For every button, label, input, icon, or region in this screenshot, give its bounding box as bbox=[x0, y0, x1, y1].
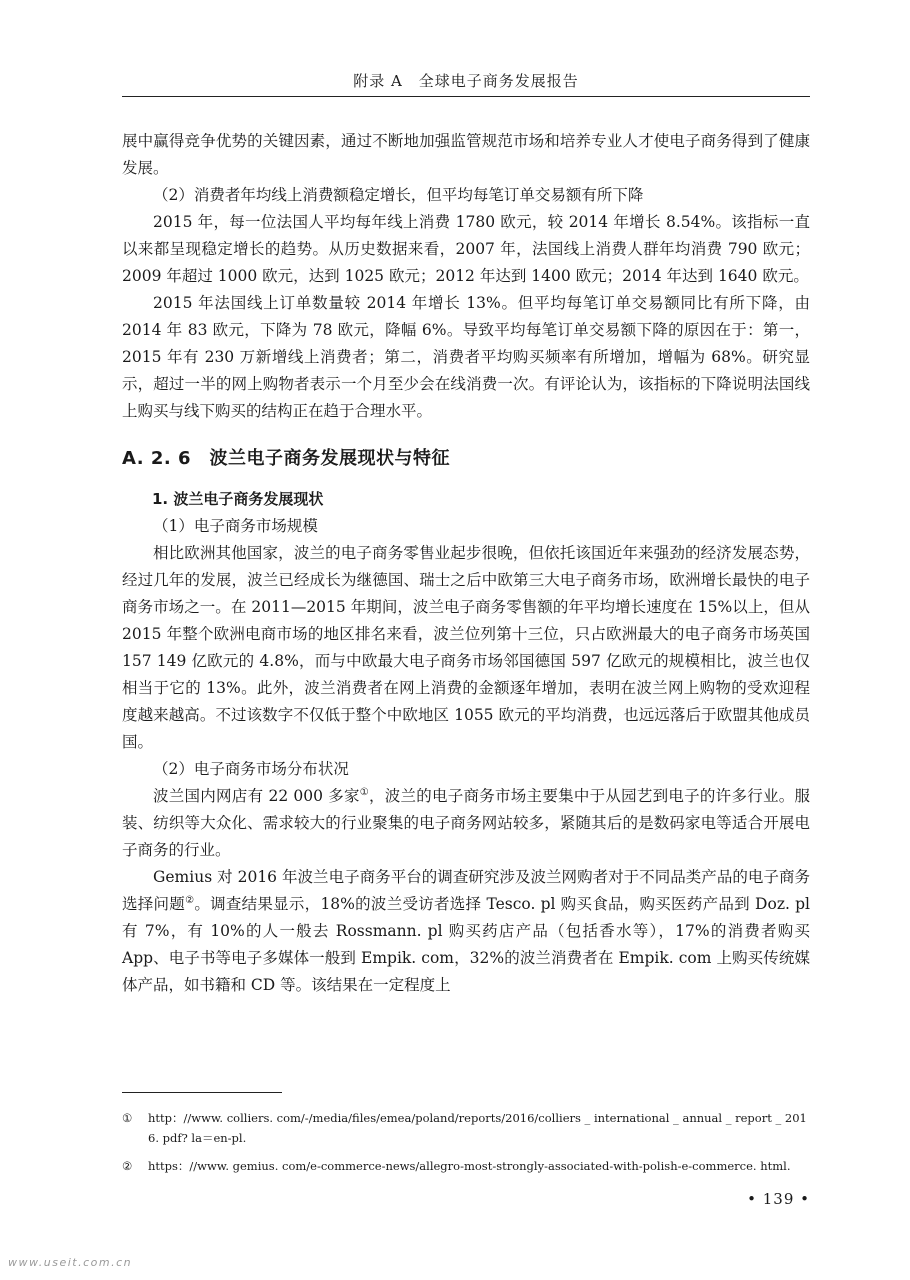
footnote-text: http：//www. colliers. com/-/media/files/emea/poland/reports/2016/colliers _ international _ annual _ report _ 2016. pdf? la＝en-pl. bbox=[148, 1111, 807, 1145]
paragraph bbox=[122, 864, 810, 999]
footnote bbox=[122, 1156, 810, 1176]
page-number: • 139 • bbox=[747, 1190, 810, 1208]
footnote-text: https：//www. gemius. com/e-commerce-news/allegro-most-strongly-associated-with-polish-e-commerce. html. bbox=[148, 1159, 791, 1173]
footnote-rule bbox=[122, 1092, 282, 1093]
subsection-heading: 1. 波兰电子商务发展现状 bbox=[152, 490, 324, 508]
paragraph: （1）电子商务市场规模 bbox=[153, 517, 318, 535]
footnote-ref[interactable]: ① bbox=[359, 786, 369, 798]
footnote-mark: ① bbox=[122, 1111, 133, 1125]
header-rule bbox=[122, 96, 810, 97]
footnote bbox=[122, 1108, 810, 1148]
watermark: www.useit.com.cn bbox=[8, 1256, 133, 1269]
paragraph: （2）电子商务市场分布状况 bbox=[153, 760, 349, 778]
paragraph: 展中赢得竞争优势的关键因素，通过不断地加强监管规范市场和培养专业人才使电子商务得到了健康发展。 bbox=[122, 132, 810, 177]
paragraph: 相比欧洲其他国家，波兰的电子商务零售业起步很晚，但依托该国近年来强劲的经济发展态势，经过几年的发展，波兰已经成长为继德国、瑞士之后中欧第三大电子商务市场，欧洲增长最快的电子商务市场之一。在 2011—2015 年期间，波兰电子商务零售额的年平均增长速度在 15%以上，但从 2015 年整个欧洲电商市场的地区排名来看，波兰位列第十三位，只占欧洲最大的电子商务市场英国 157 149 亿欧元的 4.8%，而与中欧最大电子商务市场邻国德国 597 亿欧元的规模相比，波兰也仅相当于它的 13%。此外，波兰消费者在网上消费的金额逐年增加，表明在波兰网上购物的受欢迎程度越来越高。不过该数字不仅低于整个中欧地区 1055 欧元的平均消费，也远远落后于欧盟其他成员国。 bbox=[122, 544, 810, 751]
footnotes bbox=[122, 1108, 810, 1184]
paragraph-text: 波兰国内网店有 22 000 多家 bbox=[153, 787, 360, 805]
paragraph-text: ，波兰的电子商务市场主要集中于从园艺到电子的许多行业。服装、纺织等大众化、需求较大的行业聚集的电子商务网站较多，紧随其后的是数码家电等适合开展电子商务的行业。 bbox=[122, 787, 810, 859]
section-heading: A. 2. 6 波兰电子商务发展现状与特征 bbox=[122, 448, 451, 469]
footnote-ref[interactable]: ② bbox=[185, 894, 195, 906]
paragraph: 2015 年法国线上订单数量较 2014 年增长 13%。但平均每笔订单交易额同比有所下降，由 2014 年 83 欧元，下降为 78 欧元，降幅 6%。导致平均每笔订单交易额下降的原因在于：第一，2015 年有 230 万新增线上消费者；第二，消费者平均购买频率有所增加，增幅为 68%。研究显示，超过一半的网上购物者表示一个月至少会在线消费一次。有评论认为，该指标的下降说明法国线上购买与线下购买的结构正在趋于合理水平。 bbox=[122, 294, 810, 420]
footnote-mark: ② bbox=[122, 1159, 133, 1173]
paragraph-text: 。调查结果显示，18%的波兰受访者选择 Tesco. pl 购买食品，购买医药产品到 Doz. pl 有 7%，有 10%的人一般去 Rossmann. pl 购买药店产品（包括香水等），17%的消费者购买 App、电子书等电子多媒体一般到 Empik. com，32%的波兰消费者在 Empik. com 上购买传统媒体产品，如书籍和 CD 等。该结果在一定程度上 bbox=[122, 895, 810, 994]
paragraph-text: Gemius 对 2016 年波兰电子商务平台的调查研究涉及波兰网购者对于不同品类产品的电子商务选择问题 bbox=[122, 868, 810, 913]
paragraph: （2）消费者年均线上消费额稳定增长，但平均每笔订单交易额有所下降 bbox=[153, 186, 644, 204]
running-header: 附录 A 全球电子商务发展报告 bbox=[353, 72, 579, 90]
paragraph bbox=[122, 783, 810, 864]
body-text bbox=[122, 128, 810, 999]
paragraph: 2015 年，每一位法国人平均每年线上消费 1780 欧元，较 2014 年增长 8.54%。该指标一直以来都呈现稳定增长的趋势。从历史数据来看，2007 年，法国线上消费人群年均消费 790 欧元；2009 年超过 1000 欧元，达到 1025 欧元；2012 年达到 1400 欧元；2014 年达到 1640 欧元。 bbox=[122, 213, 810, 285]
